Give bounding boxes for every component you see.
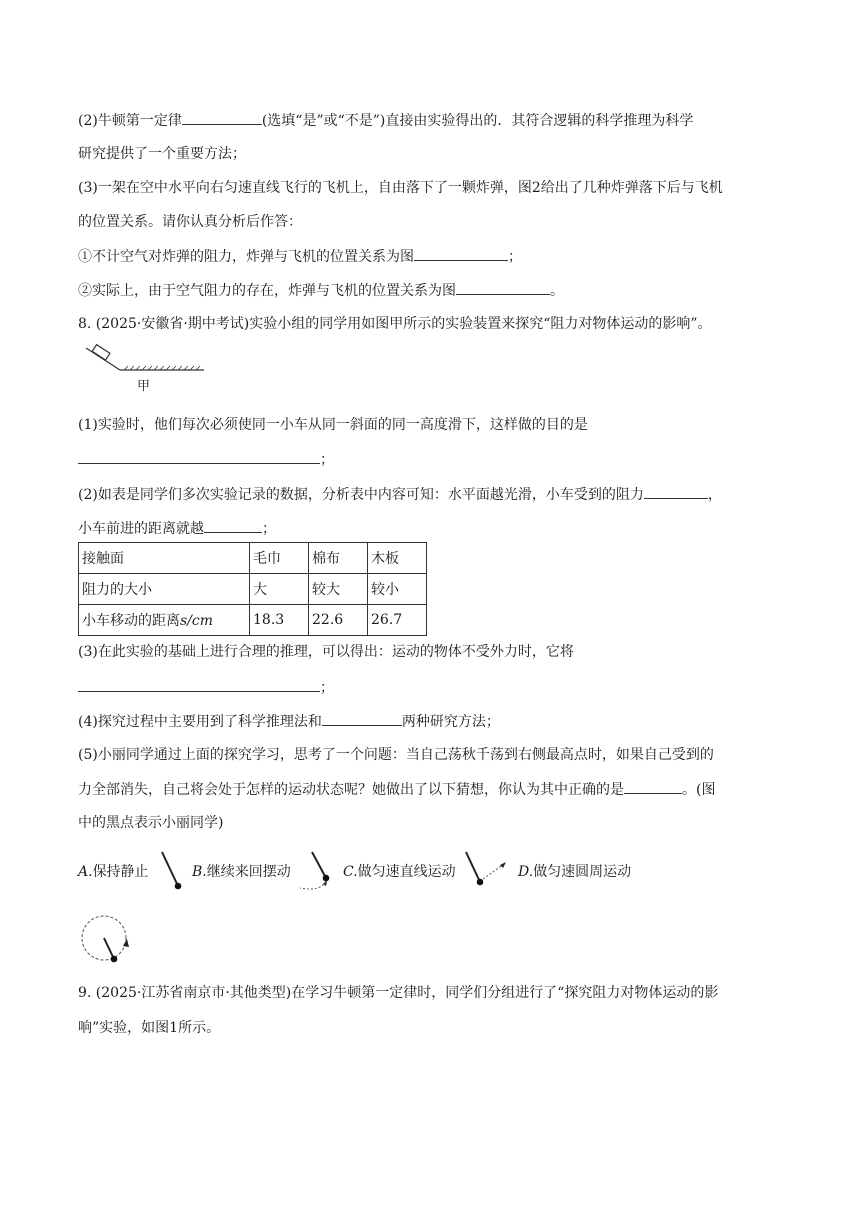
table-header-cell: 棉布 — [309, 543, 368, 574]
q8-part2-line2: 小车前进的距离就越 ； — [78, 518, 276, 539]
cart-icon — [92, 345, 110, 360]
q8-part5-line1: (5)小丽同学通过上面的探究学习，思考了一个问题：当自己荡秋千荡到右侧最高点时，如果自己受到的 — [78, 747, 714, 763]
answer-blank[interactable] — [78, 449, 320, 464]
table-cell: 阻力的大小 — [79, 574, 250, 605]
figure-label-jia: 甲 — [137, 379, 151, 394]
answer-blank[interactable] — [644, 484, 708, 499]
incline-figure — [82, 344, 212, 376]
q7-part2-line1: (2)牛顿第一定律 (选填“是”或“不是”)直接由实验得出的．其符合逻辑的科学推理为科学 — [78, 110, 693, 131]
unit-label: s/cm — [180, 613, 214, 629]
table-cell: 小车移动的距离s/cm — [79, 605, 250, 636]
table-row — [79, 574, 427, 605]
table-cell: 较大 — [309, 574, 368, 605]
table-cell: 大 — [250, 574, 309, 605]
option-a[interactable]: A.保持静止 — [78, 864, 149, 880]
answer-blank[interactable] — [182, 110, 262, 125]
q7-part3-line1: (3)一架在空中水平向右匀速直线飞行的飞机上，自由落下了一颗炸弹，图2给出了几种炸弹落下后与飞机 — [78, 180, 723, 196]
q8-part1-line1: (1)实验时，他们每次必须使同一小车从同一斜面的同一高度滑下，这样做的目的是 — [78, 417, 588, 433]
q7-subq2: ②实际上，由于空气阻力的存在，炸弹与飞机的位置关系为图 。 — [78, 280, 564, 301]
answer-blank[interactable] — [204, 518, 262, 533]
option-c-figure — [462, 848, 514, 894]
option-d-figure — [78, 912, 136, 968]
option-d[interactable]: D.做匀速圆周运动 — [518, 864, 632, 880]
answer-blank[interactable] — [414, 246, 508, 261]
option-b[interactable]: B.继续来回摆动 — [192, 864, 291, 880]
q8-part4: (4)探究过程中主要用到了科学推理法和 两种研究方法； — [78, 711, 500, 732]
table-row — [79, 605, 427, 636]
answer-blank[interactable] — [78, 677, 320, 692]
table-row — [79, 543, 427, 574]
answer-blank[interactable] — [322, 711, 402, 726]
table-cell: 较小 — [368, 574, 427, 605]
q8-stem: 8. (2025·安徽省·期中考试)实验小组的同学用如图甲所示的实验装置来探究“阻力对物体运动的影响”。 — [78, 316, 712, 332]
table-header-cell: 木板 — [368, 543, 427, 574]
q8-part3-line1: (3)在此实验的基础上进行合理的推理，可以得出：运动的物体不受外力时，它将 — [78, 644, 574, 660]
table-header-cell: 毛巾 — [250, 543, 309, 574]
data-table — [78, 542, 427, 636]
table-cell: 26.7 — [368, 605, 427, 636]
option-a-figure — [158, 848, 186, 894]
q7-subq1: ①不计空气对炸弹的阻力，炸弹与飞机的位置关系为图 ； — [78, 246, 522, 267]
q8-part2-line1: (2)如表是同学们多次实验记录的数据，分析表中内容可知：水平面越光滑，小车受到的阻力 ， — [78, 484, 722, 505]
q9-stem-line2: 响”实验，如图1所示。 — [78, 1020, 221, 1036]
table-cell: 18.3 — [250, 605, 309, 636]
q8-part5-line3: 中的黑点表示小丽同学) — [78, 815, 224, 831]
q8-part5-line2: 力全部消失，自己将会处于怎样的运动状态呢？她做出了以下猜想，你认为其中正确的是 。(图 — [78, 779, 715, 800]
q7-part2-line2: 研究提供了一个重要方法； — [78, 146, 246, 162]
q9-stem-line1: 9. (2025·江苏省南京市·其他类型)在学习牛顿第一定律时，同学们分组进行了“探究阻力对物体运动的影 — [78, 985, 719, 1001]
option-c[interactable]: C.做匀速直线运动 — [343, 864, 456, 880]
answer-blank[interactable] — [456, 280, 550, 295]
q7-part3-line2: 的位置关系。请你认真分析后作答： — [78, 214, 302, 230]
q8-part3-line2: ； — [78, 677, 334, 698]
option-b-figure — [296, 848, 340, 896]
answer-blank[interactable] — [624, 779, 682, 794]
table-header-cell: 接触面 — [79, 543, 250, 574]
q8-part1-line2: ； — [78, 449, 334, 470]
table-cell: 22.6 — [309, 605, 368, 636]
